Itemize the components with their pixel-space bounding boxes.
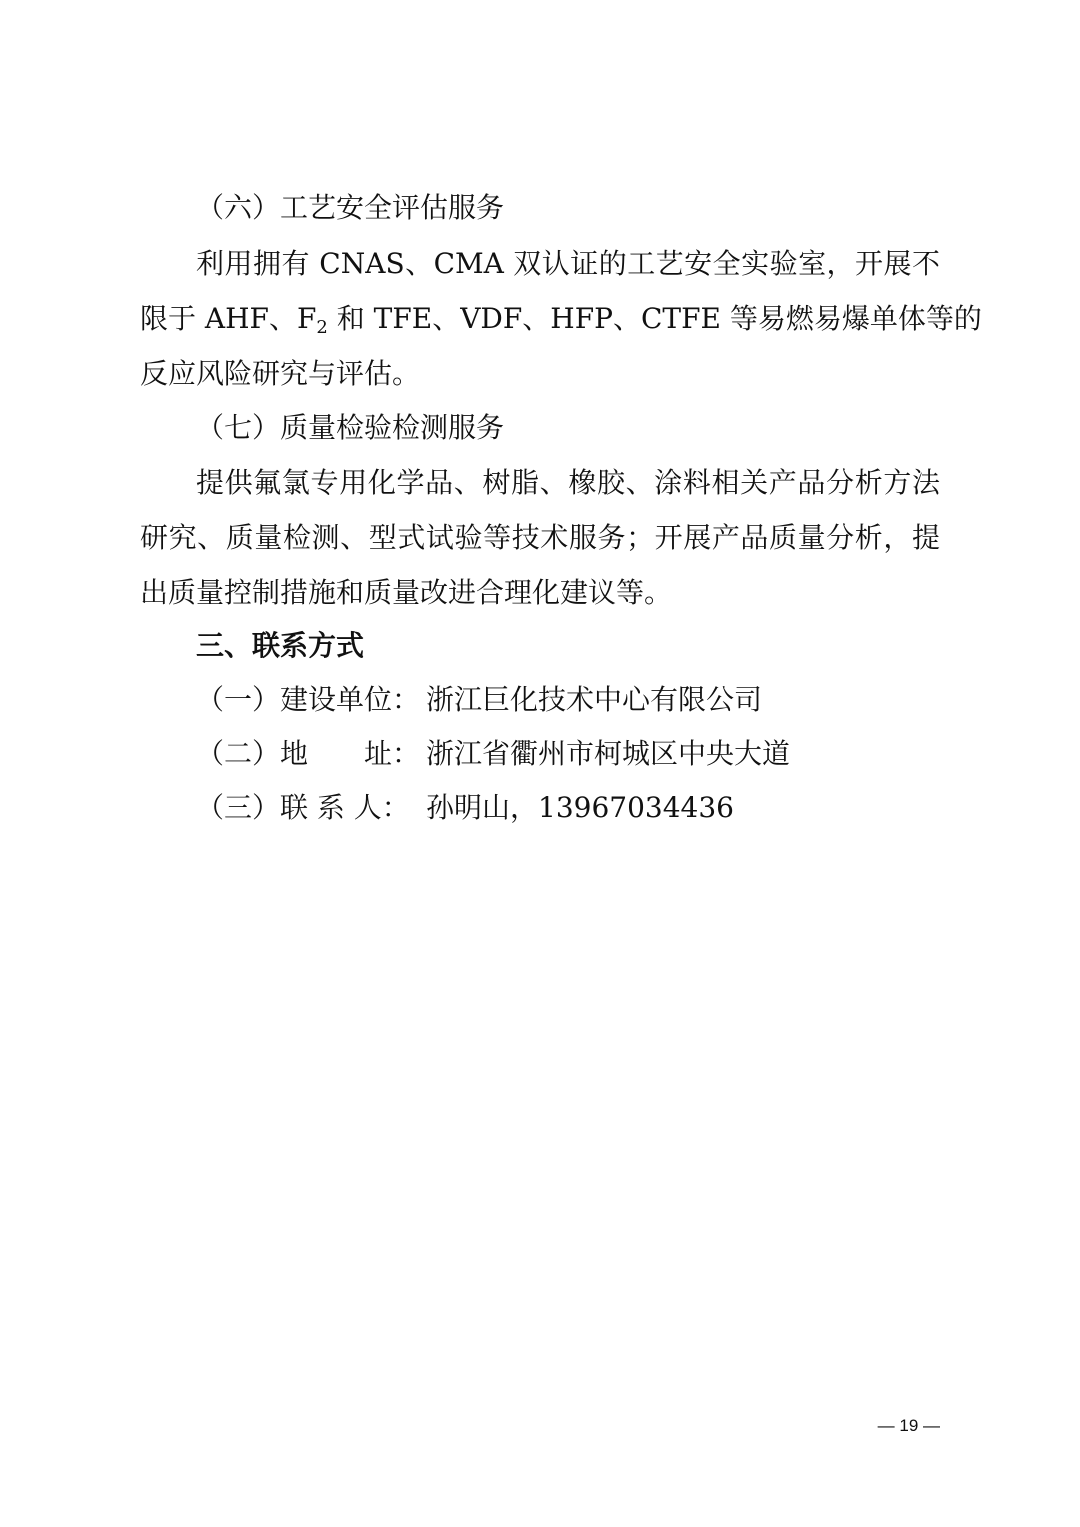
page-number: — 19 —	[877, 1416, 940, 1435]
section-7-heading: （七）质量检验检测服务	[196, 411, 505, 444]
contact-person-row	[196, 790, 734, 826]
contact-unit-row	[196, 682, 762, 718]
section-6-heading: （六）工艺安全评估服务	[196, 191, 505, 224]
unit-label: （一）建设单位：	[196, 683, 421, 716]
section-7-paragraph-line-2: 研究、质量检测、型式试验等技术服务；开展产品质量分析，提	[140, 521, 940, 554]
person-label: （三）联 系 人：	[196, 791, 410, 824]
section-6-paragraph-line-1: 利用拥有 CNAS、CMA 双认证的工艺安全实验室，开展不	[196, 247, 940, 280]
person-value: 孙明山，13967034436	[426, 791, 734, 824]
section-7-paragraph-line-1: 提供氟氯专用化学品、树脂、橡胶、涂料相关产品分析方法	[196, 466, 940, 499]
contact-heading: 三、联系方式	[196, 629, 365, 662]
address-label: （二）地 址：	[196, 737, 421, 770]
unit-value: 浙江巨化技术中心有限公司	[426, 683, 763, 716]
section-6-line-2-start: 限于 AHF、F	[140, 302, 317, 335]
section-6-paragraph-line-3: 反应风险研究与评估。	[140, 357, 421, 390]
contact-address-row	[196, 736, 790, 772]
section-6-line-2-end: 和 TFE、VDF、HFP、CTFE 等易燃易爆单体等的	[327, 302, 982, 335]
subscript-2: 2	[316, 317, 328, 338]
address-value: 浙江省衢州市柯城区中央大道	[426, 737, 791, 770]
section-7-paragraph-line-3: 出质量控制措施和质量改进合理化建议等。	[140, 576, 673, 609]
section-6-paragraph-line-2	[140, 301, 982, 338]
